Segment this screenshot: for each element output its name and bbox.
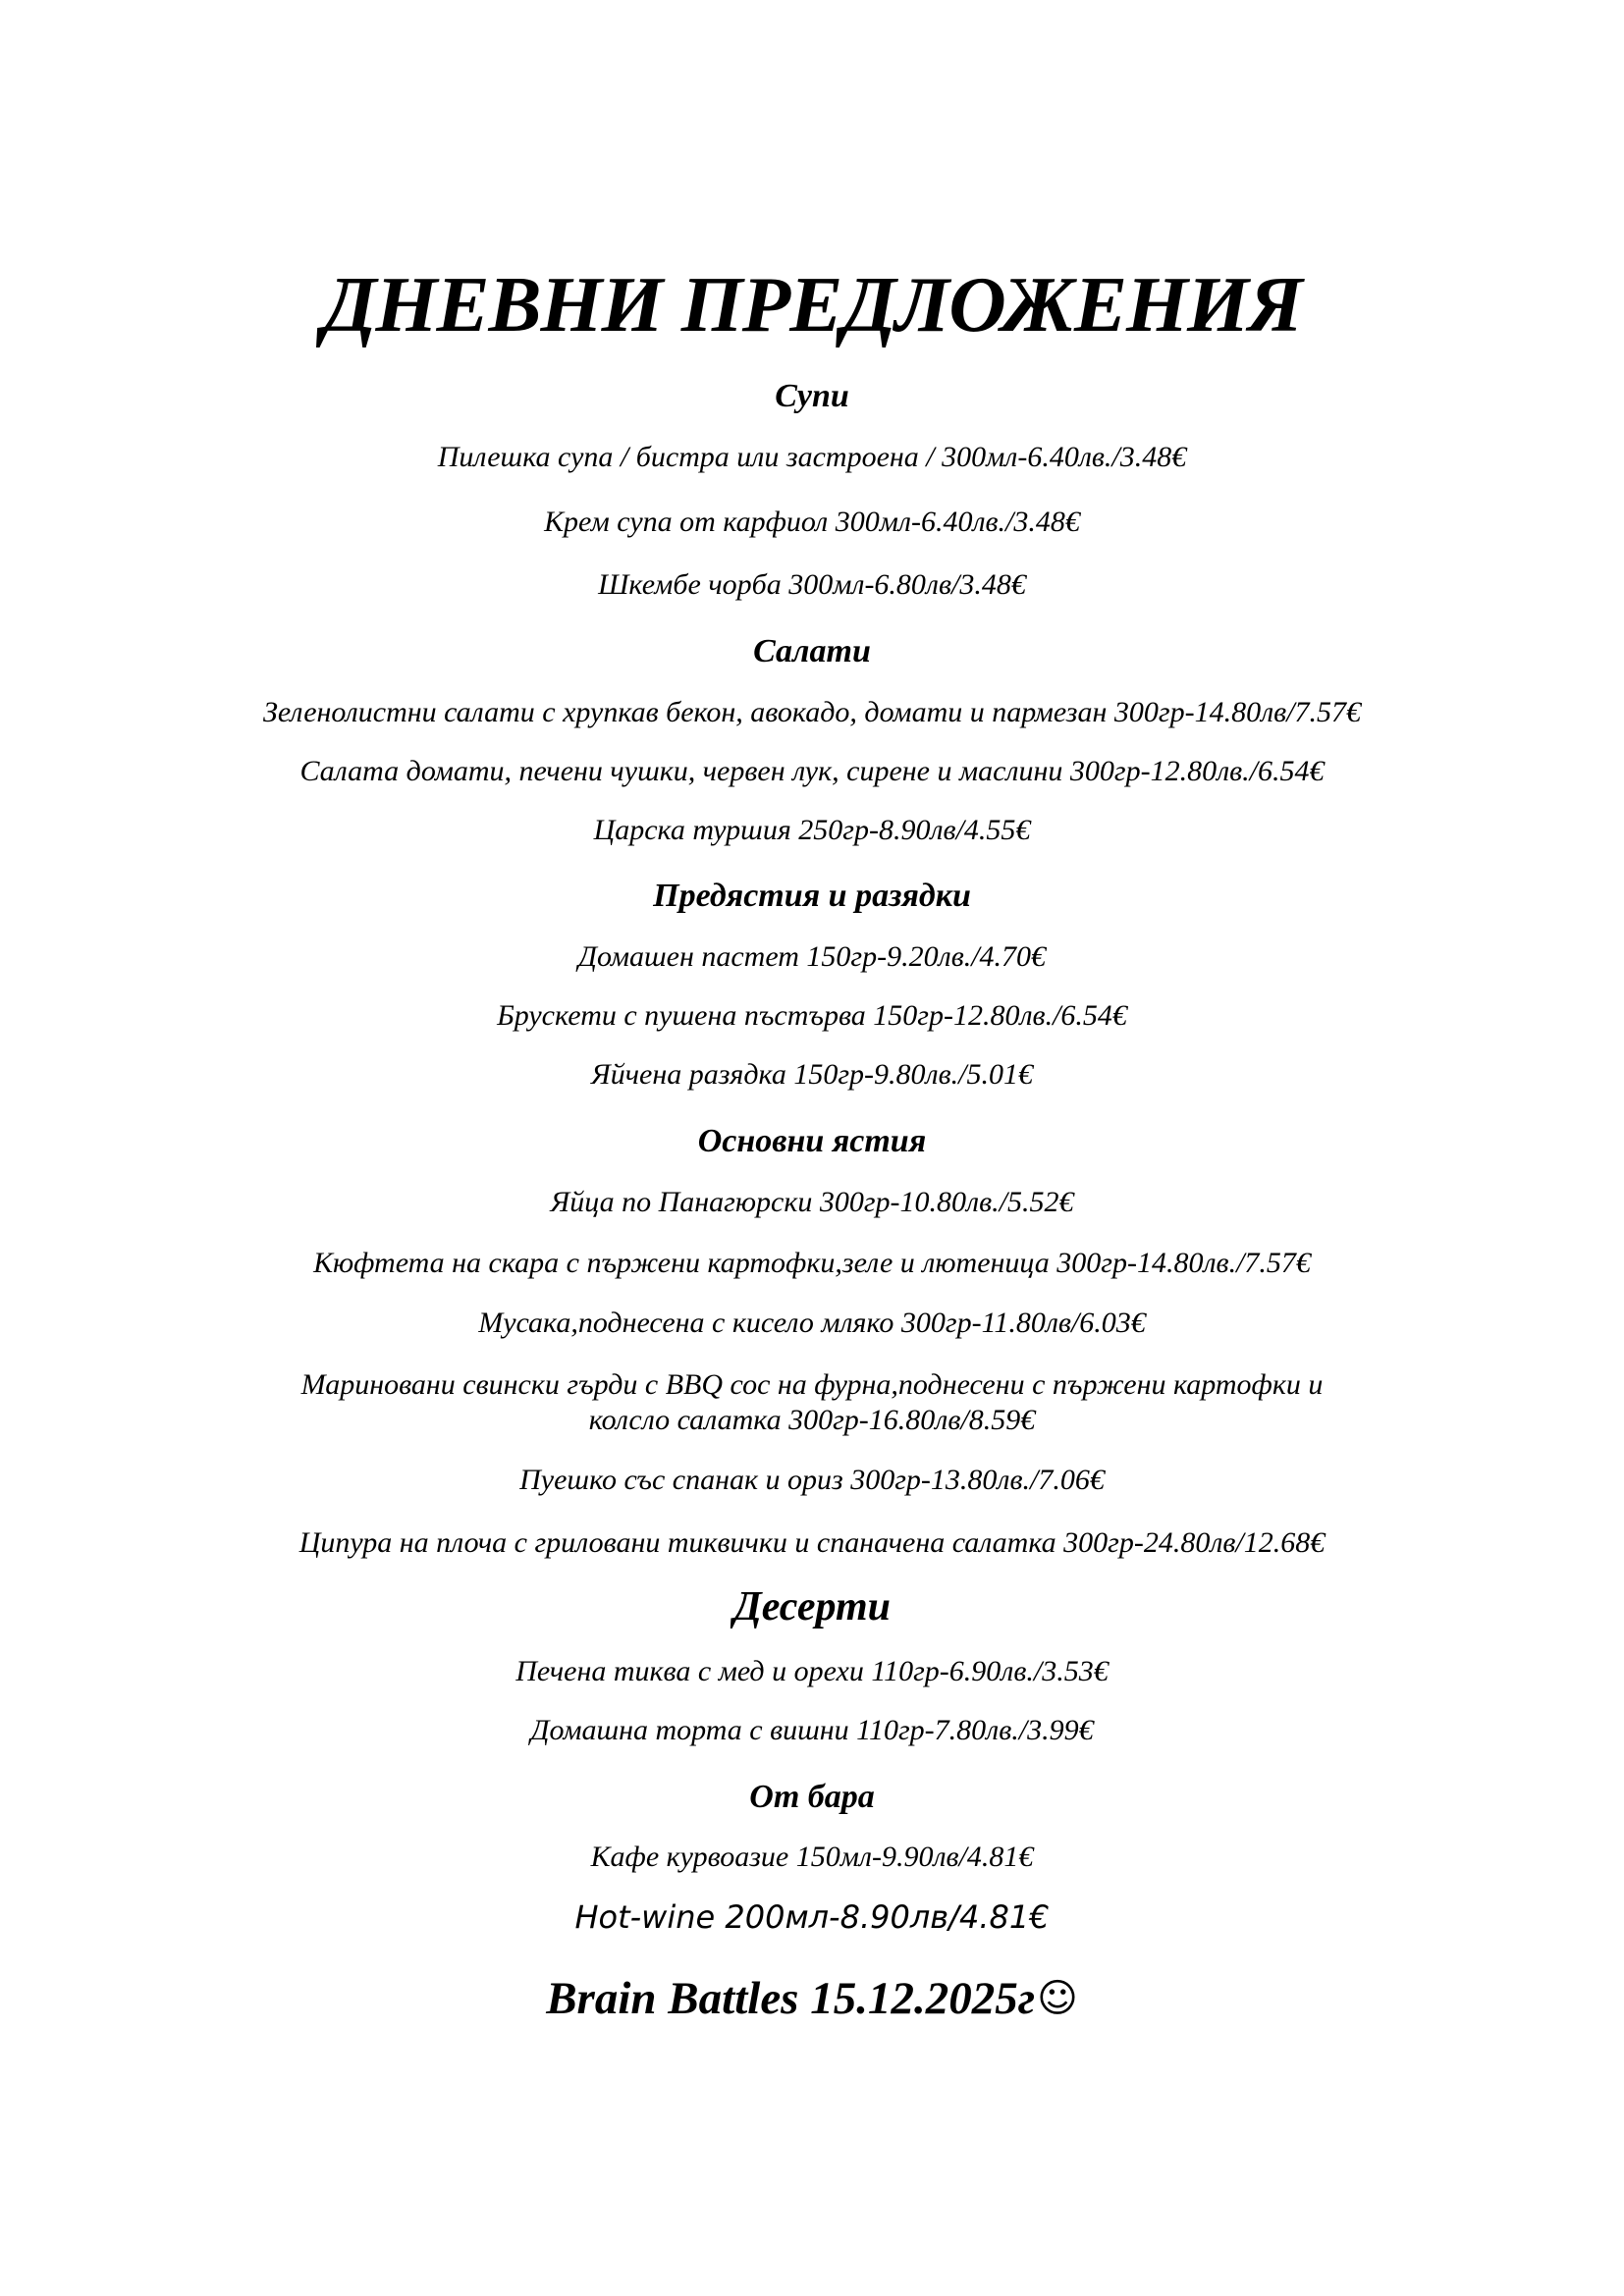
menu-item: Кафе курвоазие 150мл-9.90лв/4.81€ — [590, 1841, 1034, 1873]
section-heading-soups: Супи — [775, 378, 849, 414]
menu-item: Пуешко със спанак и ориз 300гр-13.80лв./7.06€ — [519, 1464, 1105, 1496]
menu-item: Царска туршия 250гр-8.90лв/4.55€ — [593, 814, 1031, 846]
event-footer — [0, 1971, 1624, 2026]
menu-item: Мусака,поднесена с кисело мляко 300гр-11.80лв/6.03€ — [478, 1307, 1146, 1339]
section-heading-main-courses: Основни ястия — [697, 1123, 927, 1159]
menu-item: Печена тиква с мед и орехи 110гр-6.90лв./3.53€ — [515, 1655, 1109, 1687]
section-heading-salads: Салати — [753, 633, 871, 669]
menu-item: Мариновани свински гърди с BBQ сос на фурна,поднесени с пържени картофки и — [300, 1368, 1324, 1401]
menu-item: Hot-wine 200мл-8.90лв/4.81€ — [574, 1898, 1050, 1936]
event-footer-text: Brain Battles 15.12.2025г — [546, 1973, 1036, 2024]
section-heading-desserts: Десерти — [733, 1584, 891, 1629]
menu-item: Кюфтета на скара с пържени картофки,зеле и лютеница 300гр-14.80лв./7.57€ — [313, 1247, 1311, 1279]
menu-item: Домашна торта с вишни 110гр-7.80лв./3.99€ — [530, 1714, 1094, 1746]
menu-item: Пилешка супа / бистра или застроена / 300мл-6.40лв./3.48€ — [437, 441, 1187, 473]
menu-item: Зеленолистни салати с хрупкав бекон, авокадо, домати и пармезан 300гр-14.80лв/7.57€ — [262, 696, 1362, 728]
menu-item: Яйчена разядка 150гр-9.80лв./5.01€ — [591, 1058, 1033, 1091]
section-heading-bar: От бара — [749, 1779, 875, 1815]
menu-item: Домашен пастет 150гр-9.20лв./4.70€ — [577, 940, 1047, 973]
menu-item: Шкембе чорба 300мл-6.80лв/3.48€ — [598, 568, 1026, 601]
menu-item-continued: колсло салатка 300гр-16.80лв/8.59€ — [588, 1404, 1036, 1436]
menu-item: Салата домати, печени чушки, червен лук, сирене и маслини 300гр-12.80лв./6.54€ — [299, 755, 1325, 787]
section-heading-starters: Предястия и разядки — [653, 878, 971, 914]
menu-item: Брускети с пушена пъстърва 150гр-12.80лв./6.54€ — [497, 999, 1127, 1032]
smile-icon: ☺ — [1037, 1976, 1078, 2021]
menu-item: Ципура на плоча с гриловани тиквички и спаначена салатка 300гр-24.80лв/12.68€ — [298, 1526, 1326, 1559]
menu-item: Яйца по Панагюрски 300гр-10.80лв./5.52€ — [550, 1186, 1074, 1218]
menu-item: Крем супа от карфиол 300мл-6.40лв./3.48€ — [544, 506, 1080, 538]
page-title: ДНЕВНИ ПРЕДЛОЖЕНИЯ — [322, 260, 1302, 348]
